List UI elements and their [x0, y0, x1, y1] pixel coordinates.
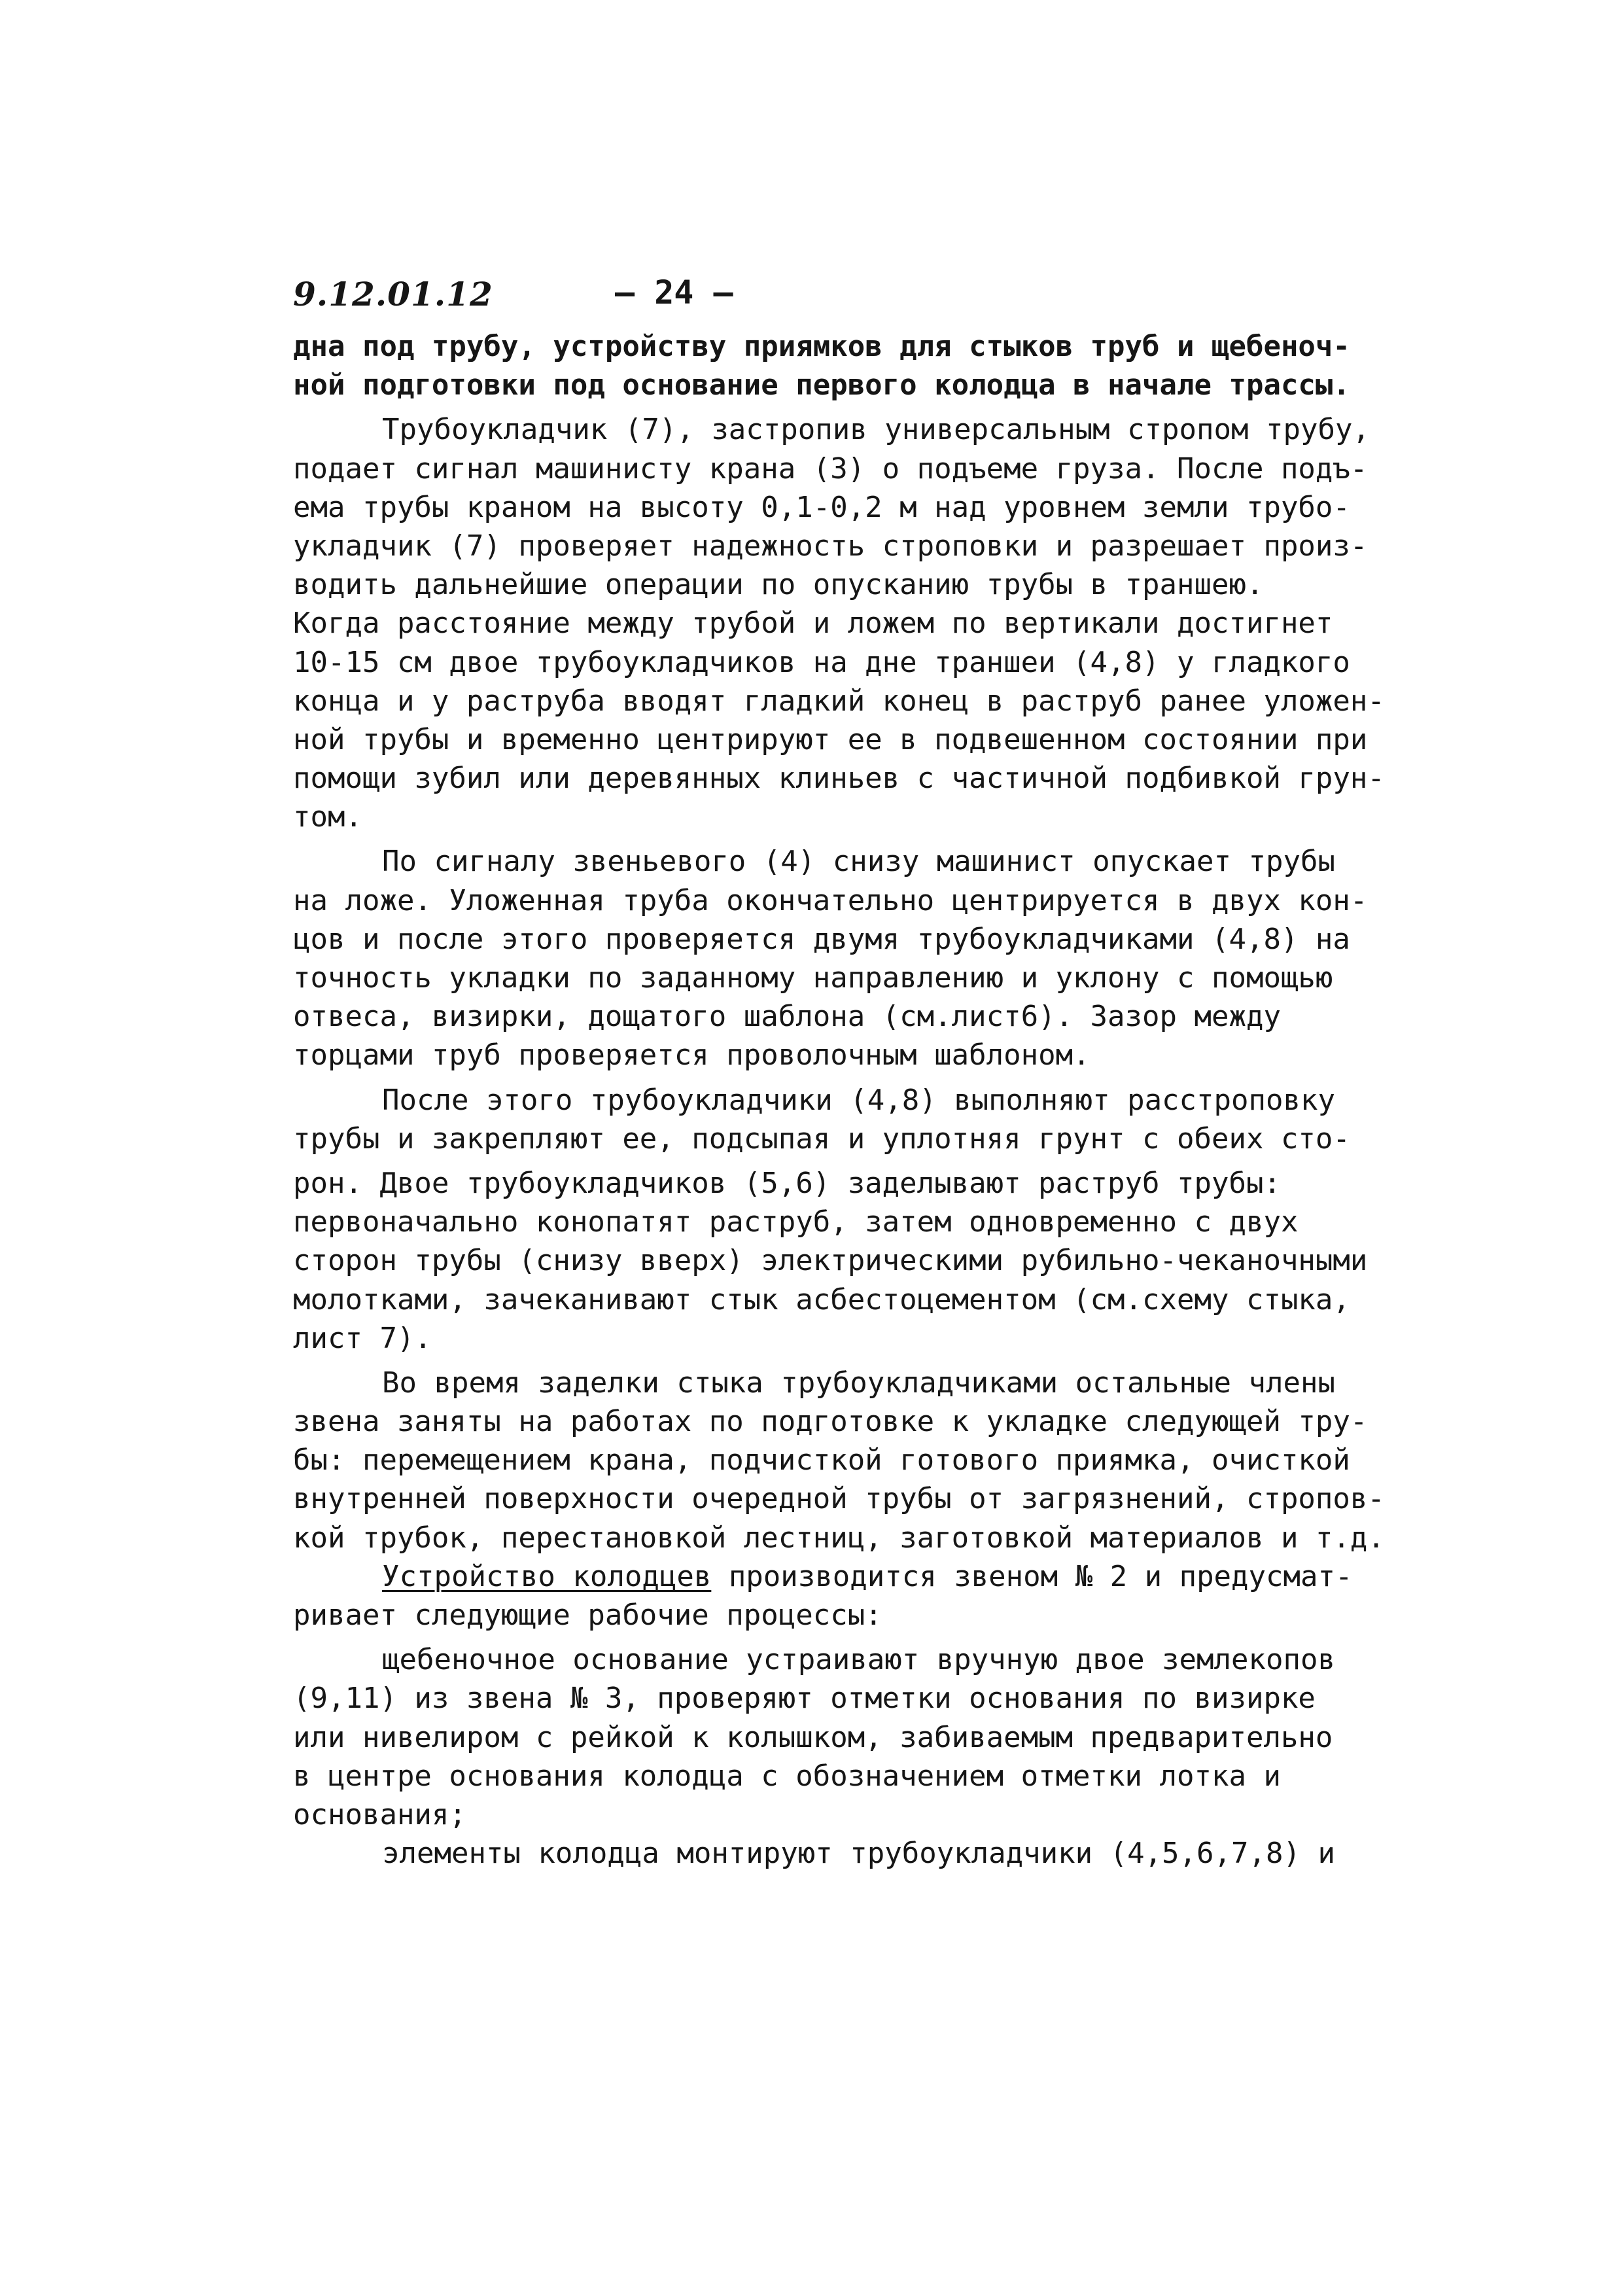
- text-line: конца и у раструба вводят гладкий конец в раструб ранее уложен-: [293, 684, 1385, 718]
- text-line: рон. Двое трубоукладчиков (5,6) заделывают раструб трубы:: [293, 1166, 1281, 1200]
- text-line: молотками, зачеканивают стык асбестоцементом (см.схему стыка,: [293, 1282, 1350, 1316]
- paragraph-start-line: Во время заделки стыка трубоукладчиками остальные члены: [382, 1366, 1335, 1400]
- text-line: в центре основания колодца с обозначением отметки лотка и: [293, 1759, 1281, 1793]
- text-line: звена заняты на работах по подготовке к укладке следующей тру-: [293, 1405, 1368, 1439]
- paragraph-start-line: щебеночное основание устраивают вручную двое землекопов: [382, 1643, 1335, 1677]
- text-line: ема трубы краном на высоту 0,1-0,2 м над уровнем земли трубо-: [293, 490, 1350, 524]
- text-line: бы: перемещением крана, подчисткой готового приямка, очисткой: [293, 1443, 1350, 1477]
- paragraph-start-line: [293, 1557, 1379, 1596]
- text-line: кой трубок, перестановкой лестниц, заготовкой материалов и т.д.: [293, 1521, 1385, 1555]
- text-line: ной трубы и временно центрируют ее в подвешенном состоянии при: [293, 722, 1368, 756]
- paragraph-start-line: элементы колодца монтируют трубоукладчики (4,5,6,7,8) и: [382, 1837, 1335, 1871]
- text-line: торцами труб проверяется проволочным шаблоном.: [293, 1038, 1091, 1072]
- text-line: на ложе. Уложенная труба окончательно центрируется в двух кон-: [293, 883, 1368, 917]
- text-line: том.: [293, 800, 362, 834]
- text-fragment: производится звеном № 2: [711, 1559, 1145, 1593]
- text-line: точность укладки по заданному направлению и уклону с помощью: [293, 961, 1333, 995]
- text-line: основания;: [293, 1797, 466, 1831]
- text-line: внутренней поверхности очередной трубы от загрязнений, стропов-: [293, 1482, 1385, 1516]
- text-line: помощи зубил или деревянных клиньев с частичной подбивкой грун-: [293, 762, 1385, 796]
- section-heading-underlined: Устройство колодцев: [382, 1559, 712, 1593]
- text-line: 10-15 см двое трубоукладчиков на дне траншеи (4,8) у гладкого: [293, 645, 1350, 679]
- text-line: ной подготовки под основание первого колодца в начале трассы.: [293, 368, 1350, 402]
- text-line: Когда расстояние между трубой и ложем по вертикали достигнет: [293, 607, 1333, 641]
- text-line: ривает следующие рабочие процессы:: [293, 1598, 882, 1632]
- text-line: (9,11) из звена № 3, проверяют отметки основания по визирке: [293, 1682, 1316, 1716]
- body-text: [293, 327, 1385, 1873]
- paragraph-start-line: Трубоукладчик (7), застропив универсальным стропом трубу,: [382, 413, 1370, 447]
- text-line: первоначально конопатят раструб, затем одновременно с двух: [293, 1205, 1299, 1239]
- text-line: укладчик (7) проверяет надежность строповки и разрешает произ-: [293, 529, 1368, 563]
- text-line: трубы и закрепляют ее, подсыпая и уплотняя грунт с обеих сто-: [293, 1122, 1350, 1156]
- text-line: отвеса, визирки, дощатого шаблона (см.лист6). Зазор между: [293, 1000, 1281, 1034]
- document-code: 9.12.01.12: [293, 275, 493, 313]
- text-line: подает сигнал машинисту крана (3) о подъеме груза. После подъ-: [293, 451, 1368, 486]
- page-number: – 24 –: [615, 274, 733, 311]
- text-fragment: и предусмат-: [1144, 1559, 1353, 1593]
- text-line: лист 7).: [293, 1321, 432, 1355]
- text-line: дна под трубу, устройству приямков для стыков труб и щебеноч-: [293, 330, 1350, 363]
- text-line: сторон трубы (снизу вверх) электрическими рубильно-чеканочными: [293, 1244, 1368, 1278]
- text-line: цов и после этого проверяется двумя трубоукладчиками (4,8) на: [293, 922, 1350, 956]
- text-line: водить дальнейшие операции по опусканию трубы в траншею.: [293, 568, 1264, 602]
- text-line: или нивелиром с рейкой к колышком, забиваемым предварительно: [293, 1720, 1333, 1754]
- paragraph-start-line: После этого трубоукладчики (4,8) выполняют расстроповку: [382, 1083, 1335, 1117]
- paragraph-start-line: По сигналу звеньевого (4) снизу машинист опускает трубы: [382, 845, 1335, 879]
